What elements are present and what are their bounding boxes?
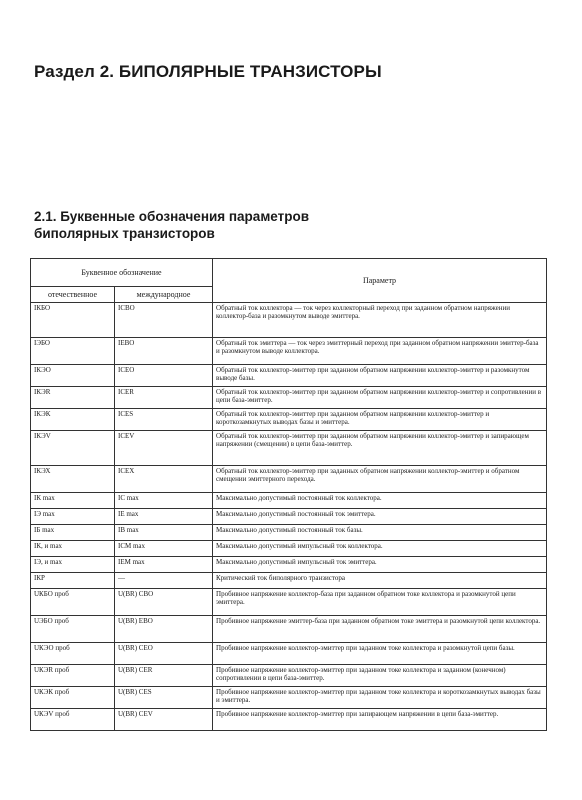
parameter-description: Максимально допустимый импульсный ток коллектора. <box>213 541 547 557</box>
domestic-symbol: UКЭК проб <box>31 687 115 709</box>
domestic-symbol: IКЭК <box>31 409 115 431</box>
parameter-description: Пробивное напряжение эмиттер-база при заданном обратном токе эмиттера и разомкнутой цепи коллектора. <box>213 616 547 643</box>
parameter-header: Параметр <box>213 259 547 303</box>
international-symbol: ICEV <box>115 431 213 466</box>
table-row <box>31 338 547 365</box>
international-symbol: IE max <box>115 509 213 525</box>
international-symbol: IB max <box>115 525 213 541</box>
international-symbol: IC max <box>115 493 213 509</box>
domestic-symbol: IК, и max <box>31 541 115 557</box>
domestic-symbol: IЭБО <box>31 338 115 365</box>
domestic-symbol: IЭ max <box>31 509 115 525</box>
parameter-description: Обратный ток эмиттера — ток через эмиттерный переход при заданном обратном напряжении эмиттер-база и разомкнутом выводе коллектора. <box>213 338 547 365</box>
domestic-symbol: UЭБО проб <box>31 616 115 643</box>
parameter-description: Пробивное напряжение коллектор-эмиттер при заданном токе коллектора и заданном (конечном) сопротивлении в цепи база-эмиттер. <box>213 665 547 687</box>
table-row <box>31 573 547 589</box>
table-row <box>31 525 547 541</box>
international-symbol: U(BR) CEO <box>115 643 213 665</box>
parameter-description: Обратный ток коллектор-эмиттер при заданном обратном напряжении коллектор-эмиттер и сопротивлении в цепи база-эмиттер. <box>213 387 547 409</box>
table-row <box>31 303 547 338</box>
domestic-symbol: IЭ, и max <box>31 557 115 573</box>
parameter-description: Обратный ток коллектор-эмиттер при заданных обратном напряжении коллектор-эмиттер и обратном смещении эмиттерного перехода. <box>213 466 547 493</box>
domestic-symbol: IКЭХ <box>31 466 115 493</box>
domestic-symbol: UКЭV проб <box>31 709 115 731</box>
international-symbol: ICM max <box>115 541 213 557</box>
table-row <box>31 616 547 643</box>
parameter-description: Максимально допустимый импульсный ток эмиттера. <box>213 557 547 573</box>
domestic-symbol: UКЭR проб <box>31 665 115 687</box>
table-row <box>31 643 547 665</box>
table-row <box>31 509 547 525</box>
international-symbol: ICBO <box>115 303 213 338</box>
table-body <box>31 303 547 731</box>
domestic-symbol: UКБО проб <box>31 589 115 616</box>
domestic-symbol: IБ max <box>31 525 115 541</box>
domestic-symbol: IКЭО <box>31 365 115 387</box>
parameter-description: Обратный ток коллектор-эмиттер при заданном обратном напряжении коллектор-эмиттер и короткозамкнутых выводах базы и эмиттера. <box>213 409 547 431</box>
international-symbol: U(BR) CEV <box>115 709 213 731</box>
parameter-description: Пробивное напряжение коллектор-эмиттер при заданном токе коллектора и короткозамкнутых выводах базы и эмиттера. <box>213 687 547 709</box>
parameter-description: Обратный ток коллектор-эмиттер при заданном обратном напряжении коллектор-эмиттер и разомкнутом выводе базы. <box>213 365 547 387</box>
parameter-description: Максимально допустимый постоянный ток эмиттера. <box>213 509 547 525</box>
parameter-description: Максимально допустимый постоянный ток коллектора. <box>213 493 547 509</box>
international-symbol: U(BR) CBO <box>115 589 213 616</box>
domestic-symbol: IКЭV <box>31 431 115 466</box>
subsection-title-line1: 2.1. Буквенные обозначения параметров <box>34 209 310 224</box>
table-row <box>31 431 547 466</box>
international-symbol: ICER <box>115 387 213 409</box>
parameter-description: Пробивное напряжение коллектор-база при заданном обратном токе коллектора и разомкнутой цепи эмиттера. <box>213 589 547 616</box>
table-row <box>31 466 547 493</box>
international-symbol: IEM max <box>115 557 213 573</box>
international-symbol: U(BR) CER <box>115 665 213 687</box>
parameter-description: Пробивное напряжение коллектор-эмиттер при заданном токе коллектора и разомкнутой цепи базы. <box>213 643 547 665</box>
domestic-header: отечественное <box>31 287 115 303</box>
table-row <box>31 493 547 509</box>
domestic-symbol: IКР <box>31 573 115 589</box>
domestic-symbol: UКЭО проб <box>31 643 115 665</box>
international-symbol: U(BR) EBO <box>115 616 213 643</box>
domestic-symbol: IКЭR <box>31 387 115 409</box>
international-symbol: ICEO <box>115 365 213 387</box>
table-row <box>31 409 547 431</box>
international-symbol: IEBO <box>115 338 213 365</box>
international-symbol: U(BR) CES <box>115 687 213 709</box>
table-row <box>31 589 547 616</box>
parameter-description: Критический ток биполярного транзистора <box>213 573 547 589</box>
subsection-title-line2: биполярных транзисторов <box>34 226 215 241</box>
parameter-description: Максимально допустимый постоянный ток базы. <box>213 525 547 541</box>
parameter-description: Обратный ток коллектор-эмиттер при заданном обратном напряжении коллектор-эмиттер и запирающем напряжении (смещении) в цепи база-эмиттер. <box>213 431 547 466</box>
international-symbol: ICES <box>115 409 213 431</box>
subsection-title <box>34 208 309 242</box>
parameters-table <box>30 258 547 731</box>
table-row <box>31 387 547 409</box>
section-title: Раздел 2. БИПОЛЯРНЫЕ ТРАНЗИСТОРЫ <box>34 62 382 81</box>
letter-designation-header: Буквенное обозначение <box>31 259 213 287</box>
international-symbol: ICEX <box>115 466 213 493</box>
international-header: международное <box>115 287 213 303</box>
table-row <box>31 709 547 731</box>
domestic-symbol: IК max <box>31 493 115 509</box>
parameter-description: Обратный ток коллектора — ток через коллекторный переход при заданном обратном напряжении коллектор-база и разомкнутом выводе эмиттера. <box>213 303 547 338</box>
table-row <box>31 541 547 557</box>
international-symbol: — <box>115 573 213 589</box>
table-row <box>31 557 547 573</box>
table-row <box>31 665 547 687</box>
parameter-description: Пробивное напряжение коллектор-эмиттер при запирающем напряжении в цепи база-эмиттер. <box>213 709 547 731</box>
table-row <box>31 687 547 709</box>
domestic-symbol: IКБО <box>31 303 115 338</box>
table-row <box>31 365 547 387</box>
